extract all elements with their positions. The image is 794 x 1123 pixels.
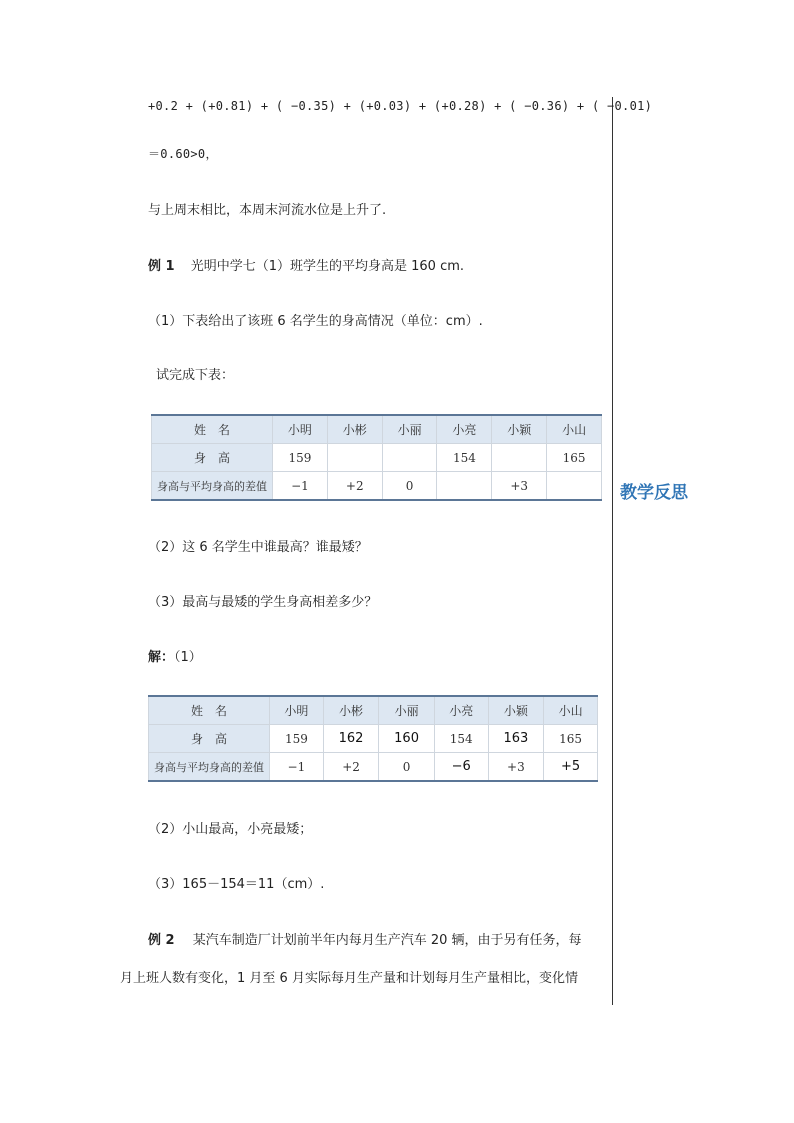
- example-1: [148, 255, 464, 274]
- table-cell-answer: 160: [379, 725, 435, 753]
- table-cell-answer: 163: [488, 725, 544, 753]
- height-table-answer: [148, 695, 598, 782]
- column-divider: [612, 97, 613, 1005]
- table-cell: [437, 472, 492, 501]
- answer-2: （2）小山最高，小亮最矮；: [148, 822, 313, 837]
- example-2-label: 例 2: [148, 933, 175, 948]
- calc-line-1: +0.2 + (+0.81) + ( −0.35) + (+0.03) + (+0.28) + ( −0.36) + ( −0.01): [148, 99, 653, 113]
- conclusion-text: 与上周末相比，本周末河流水位是上升了.: [148, 203, 387, 218]
- table-cell: [492, 444, 547, 472]
- table-cell: 159: [270, 725, 324, 753]
- example-2-text: 某汽车制造厂计划前半年内每月生产汽车 20 辆，由于另有任务，每: [192, 933, 582, 948]
- table-cell: 身高与平均身高的差值: [149, 753, 270, 782]
- table-header-row: [149, 696, 598, 725]
- table-cell: [327, 444, 382, 472]
- table-cell: −1: [273, 472, 328, 501]
- example-2: [148, 929, 582, 948]
- table-cell-answer: −6: [434, 753, 488, 782]
- table-cell: 165: [547, 444, 602, 472]
- table-cell: 小丽: [379, 696, 435, 725]
- table-cell-answer: 162: [323, 725, 379, 753]
- table-cell: 小山: [544, 696, 598, 725]
- sidebar-title: 教学反思: [620, 483, 688, 503]
- table-cell: 姓 名: [149, 696, 270, 725]
- table-cell: +2: [323, 753, 379, 782]
- table-cell: 小颖: [492, 415, 547, 444]
- table-row: [149, 753, 598, 782]
- question-3: （3）最高与最矮的学生身高相差多少？: [148, 595, 378, 610]
- table-cell: [382, 444, 437, 472]
- table-cell: 154: [437, 444, 492, 472]
- table-cell: 小山: [547, 415, 602, 444]
- table-row: [152, 472, 602, 501]
- solution-part-1: （1）: [174, 650, 202, 665]
- question-1-instruction: 试完成下表：: [156, 368, 235, 383]
- table-cell: 身 高: [152, 444, 273, 472]
- table-cell: 小亮: [434, 696, 488, 725]
- solution-heading: [148, 646, 202, 665]
- question-2: （2）这 6 名学生中谁最高？谁最矮？: [148, 540, 368, 555]
- table-cell: 小丽: [382, 415, 437, 444]
- table-cell-answer: +5: [544, 753, 598, 782]
- table-row: [149, 725, 598, 753]
- table-cell: 小颖: [488, 696, 544, 725]
- table-cell: 姓 名: [152, 415, 273, 444]
- calc-line-2: ＝0.60>0，: [148, 147, 218, 161]
- answer-3: （3）165－154＝11（cm）.: [148, 877, 325, 892]
- table-row: [152, 444, 602, 472]
- solution-label: 解：: [148, 650, 175, 665]
- table-cell: +3: [488, 753, 544, 782]
- table-cell: 小彬: [327, 415, 382, 444]
- table-cell: +2: [327, 472, 382, 501]
- table-cell: [547, 472, 602, 501]
- example-1-text: 光明中学七（1）班学生的平均身高是 160 cm.: [190, 259, 465, 274]
- example-2-continued: 月上班人数有变化，1 月至 6 月实际每月生产量和计划每月生产量相比，变化情: [120, 971, 578, 986]
- table-cell: 159: [273, 444, 328, 472]
- table-header-row: [152, 415, 602, 444]
- question-1: （1）下表给出了该班 6 名学生的身高情况（单位：cm）.: [148, 314, 483, 329]
- table-cell: 身 高: [149, 725, 270, 753]
- table-cell: −1: [270, 753, 324, 782]
- table-cell: 身高与平均身高的差值: [152, 472, 273, 501]
- example-1-label: 例 1: [148, 259, 175, 274]
- table-cell: 小彬: [323, 696, 379, 725]
- table-cell: 0: [379, 753, 435, 782]
- table-cell: 165: [544, 725, 598, 753]
- table-cell: 154: [434, 725, 488, 753]
- height-table-blank: [151, 414, 602, 501]
- table-cell: 小亮: [437, 415, 492, 444]
- table-cell: 小明: [270, 696, 324, 725]
- table-cell: 小明: [273, 415, 328, 444]
- table-cell: 0: [382, 472, 437, 501]
- table-cell: +3: [492, 472, 547, 501]
